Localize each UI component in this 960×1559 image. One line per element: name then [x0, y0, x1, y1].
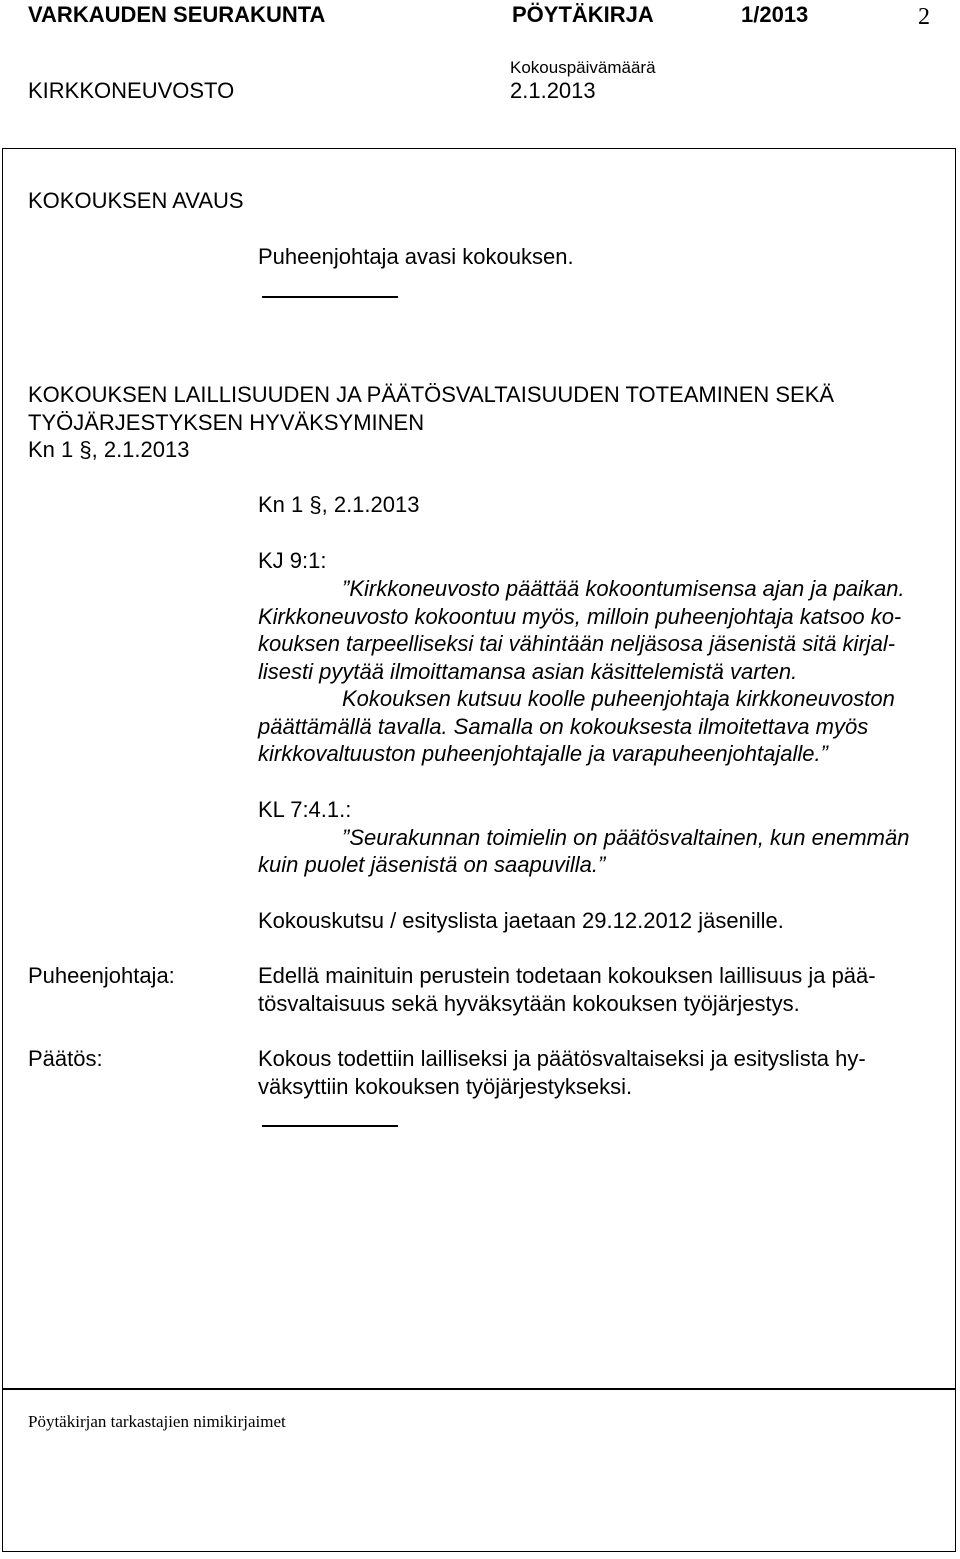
section-reference-right: Kn 1 §, 2.1.2013 [258, 492, 420, 517]
kj-quote-2-line-3: lisesti pyytää ilmoittamansa asian käsittelemistä varten. [258, 659, 798, 684]
body-name: KIRKKONEUVOSTO [28, 78, 235, 103]
section-title-opening: KOKOUKSEN AVAUS [28, 188, 244, 213]
document-type: PÖYTÄKIRJA [512, 2, 654, 27]
organization-name: VARKAUDEN SEURAKUNTA [28, 2, 326, 27]
kl-quote-line-2: kuin puolet jäsenistä on saapuvilla.” [258, 852, 606, 877]
section-title-line-1: KOKOUKSEN LAILLISUUDEN JA PÄÄTÖSVALTAISUUDEN TOTEAMINEN SEKÄ [28, 382, 835, 407]
kj-quote-3-line-2: päättämällä tavalla. Samalla on kokouksesta ilmoitettava myös [258, 714, 869, 739]
kj-quote-2-line-1: Kirkkoneuvosto kokoontuu myös, milloin puheenjohtaja katsoo ko- [258, 604, 902, 629]
meeting-date-value: 2.1.2013 [510, 78, 596, 103]
section-reference-left: Kn 1 §, 2.1.2013 [28, 437, 190, 462]
decision-line-2: väksyttiin kokouksen työjärjestykseksi. [258, 1074, 633, 1099]
page-number: 2 [918, 4, 930, 30]
decision-line-1: Kokous todettiin lailliseksi ja päätösvaltaiseksi ja esityslista hy- [258, 1046, 866, 1071]
invitation-text: Kokouskutsu / esityslista jaetaan 29.12.2012 jäsenille. [258, 908, 784, 933]
chair-proposal-line-2: tösvaltaisuus sekä hyväksytään kokouksen työjärjestys. [258, 991, 800, 1016]
kj-quote-1: ”Kirkkoneuvosto päättää kokoontumisensa ajan ja paikan. [342, 576, 905, 601]
section-divider [262, 1125, 398, 1127]
decision-label: Päätös: [28, 1046, 103, 1071]
section-title-line-2: TYÖJÄRJESTYKSEN HYVÄKSYMINEN [28, 410, 425, 435]
chair-label: Puheenjohtaja: [28, 963, 175, 988]
section-divider [262, 296, 398, 298]
kl-quote-line-1: ”Seurakunnan toimielin on päätösvaltainen, kun enemmän [342, 825, 910, 850]
chair-proposal-line-1: Edellä mainituin perustein todetaan kokouksen laillisuus ja pää- [258, 963, 876, 988]
kj-quote-2-line-2: kouksen tarpeelliseksi tai vähintään neljäsosa jäsenistä sitä kirjal- [258, 631, 896, 656]
kj-label: KJ 9:1: [258, 548, 327, 573]
kl-label: KL 7:4.1.: [258, 797, 352, 822]
opening-text: Puheenjohtaja avasi kokouksen. [258, 244, 574, 269]
footer-divider [2, 1388, 956, 1390]
meeting-date-label: Kokouspäivämäärä [510, 58, 656, 77]
signatures-label: Pöytäkirjan tarkastajien nimikirjaimet [28, 1412, 286, 1431]
document-number: 1/2013 [741, 2, 809, 27]
kj-quote-3-line-1: Kokouksen kutsuu koolle puheenjohtaja kirkkoneuvoston [342, 686, 895, 711]
kj-quote-3-line-3: kirkkovaltuuston puheenjohtajalle ja varapuheenjohtajalle.” [258, 741, 828, 766]
